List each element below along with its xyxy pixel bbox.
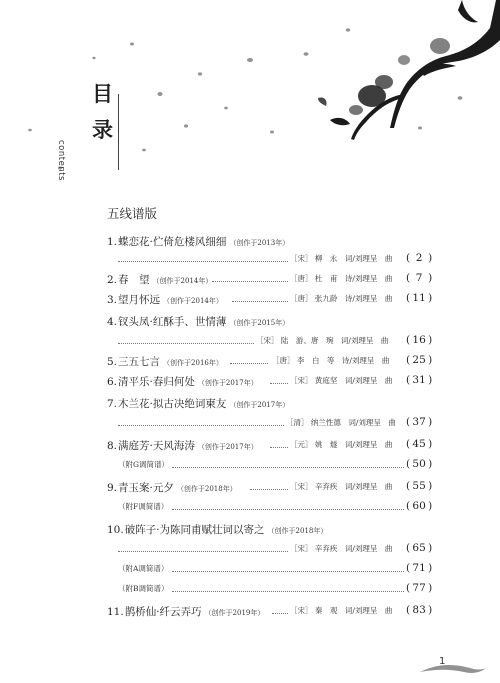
entry-page: ( 55 ) <box>406 480 433 492</box>
entry-number: 1. <box>107 236 118 248</box>
dot-leader <box>230 363 268 364</box>
dot-leader <box>212 281 288 282</box>
dot-leader <box>272 613 288 614</box>
entry-credit: ［唐］ 杜 甫 诗/刘理呈 曲 <box>290 274 393 283</box>
toc-entry-line[interactable] <box>0 292 500 306</box>
toc-entry-title-row[interactable] <box>0 234 500 248</box>
entry-page: ( 77 ) <box>406 582 433 594</box>
dot-leader <box>172 467 404 468</box>
entry-note: （创作于2014年） <box>163 297 223 305</box>
dot-leader <box>172 571 404 572</box>
entry-number: 11. <box>107 606 124 618</box>
section-title: 五线谱版 <box>107 206 158 221</box>
title-char-mu: 目 <box>92 82 113 106</box>
entry-title: 三五七言 <box>118 356 161 368</box>
dot-leader <box>118 343 254 344</box>
entry-title: 木兰花·拟古决绝词柬友 <box>118 398 227 410</box>
dot-leader <box>118 261 288 262</box>
entry-credit: ［宋］ 辛弃疾 词/刘理呈 曲 <box>290 482 393 491</box>
entry-number: 8. <box>107 440 118 452</box>
toc-entry-line[interactable] <box>0 252 500 266</box>
entry-number: 6. <box>107 376 118 388</box>
entry-note: （创作于2017年） <box>197 379 258 387</box>
toc-entry-title-row[interactable] <box>0 314 500 328</box>
title-char-lu: 录 <box>92 118 113 142</box>
toc-subentry-line[interactable] <box>0 458 500 472</box>
toc-entry-line[interactable] <box>0 438 500 452</box>
toc-entry-title-row[interactable] <box>0 396 500 410</box>
entry-title: 破阵子·为陈同甫赋壮词以寄之 <box>124 524 265 536</box>
entry-credit: ［宋］ 柳 永 词/刘理呈 曲 <box>290 254 393 263</box>
dot-leader <box>118 551 288 552</box>
page-number-swoosh <box>418 660 488 676</box>
dot-leader <box>250 489 288 490</box>
entry-page: ( 2 ) <box>406 252 433 264</box>
entry-title: 满庭芳·天风海涛 <box>118 440 195 452</box>
entry-note: （创作于2019年） <box>204 609 265 617</box>
entry-number: 10. <box>107 524 124 536</box>
entry-number: 3. <box>107 294 118 306</box>
entry-page: ( 71 ) <box>406 562 433 574</box>
entry-page: ( 45 ) <box>406 438 433 450</box>
toc-entry-line[interactable] <box>0 480 500 494</box>
entry-number: 4. <box>107 316 118 328</box>
entry-title: 青玉案·元夕 <box>118 482 174 494</box>
dot-leader <box>172 509 404 510</box>
entry-page: ( 25 ) <box>406 354 433 366</box>
entry-credit: ［宋］ 辛弃疾 词/刘理呈 曲 <box>290 544 393 553</box>
title-vertical-rule <box>118 94 119 170</box>
entry-note: （创作于2017年） <box>229 401 290 409</box>
entry-credit: ［唐］ 张九龄 诗/刘理呈 曲 <box>290 294 393 303</box>
toc-entry-line[interactable] <box>0 416 500 430</box>
entry-credit: ［宋］ 秦 观 词/刘理呈 曲 <box>290 606 393 615</box>
entry-credit: ［元］ 姚 燧 词/刘理呈 曲 <box>290 440 393 449</box>
toc-entry-line[interactable] <box>0 334 500 348</box>
dot-leader <box>270 447 288 448</box>
toc-subentry-line[interactable] <box>0 582 500 596</box>
entry-page: ( 83 ) <box>406 604 433 616</box>
entry-title: 钗头凤·红酥手、世情薄 <box>118 316 227 328</box>
entry-number: 9. <box>107 482 118 494</box>
toc-entry-line[interactable] <box>0 354 500 368</box>
entry-number: 7. <box>107 398 118 410</box>
entry-title: 鹊桥仙·纤云弄巧 <box>124 606 202 618</box>
dot-leader <box>118 425 284 426</box>
entry-page: ( 11 ) <box>406 292 433 304</box>
entry-page: ( 65 ) <box>406 542 433 554</box>
entry-note: （创作于2013年） <box>229 239 290 247</box>
entry-credit: ［宋］ 陆 游、唐 琬 词/刘理呈 曲 <box>256 336 389 345</box>
entry-title: 蝶恋花·伫倚危楼风细细 <box>118 236 227 248</box>
toc-entry-title-row[interactable] <box>0 522 500 536</box>
entry-title: 春 望 <box>118 274 150 286</box>
toc-entry-line[interactable] <box>0 374 500 388</box>
entry-note: （创作于2014年） <box>152 277 213 285</box>
contents-english-label: contents <box>56 140 66 181</box>
toc-subentry-line[interactable] <box>0 500 500 514</box>
toc-entry-line[interactable] <box>0 272 500 286</box>
entry-credit: ［宋］ 黄庭坚 词/刘理呈 曲 <box>290 376 393 385</box>
entry-page: ( 16 ) <box>406 334 433 346</box>
subentry-label: （附A调简谱） <box>118 564 169 573</box>
entry-credit: ［清］ 纳兰性德 词/刘理呈 曲 <box>286 418 396 427</box>
subentry-label: （附B调简谱） <box>118 584 169 593</box>
entry-page: ( 37 ) <box>406 416 433 428</box>
entry-note: （创作于2016年） <box>163 359 223 367</box>
page-number: 1 <box>439 656 446 667</box>
entry-number: 5. <box>107 356 118 368</box>
entry-title: 望月怀远 <box>118 294 161 306</box>
dot-leader <box>172 591 404 592</box>
entry-page: ( 60 ) <box>406 500 433 512</box>
entry-credit: ［唐］ 李 白 等 诗/刘理呈 曲 <box>272 356 390 365</box>
entry-number: 2. <box>107 274 118 286</box>
dot-leader <box>270 383 288 384</box>
entry-page: ( 31 ) <box>406 374 433 386</box>
subentry-label: （附G调简谱） <box>118 460 169 469</box>
entry-title: 清平乐·春归何处 <box>118 376 195 388</box>
entry-note: （创作于2018年） <box>267 527 328 535</box>
dot-leader <box>232 301 288 302</box>
ink-branch-decoration <box>0 0 500 200</box>
toc-entry-line[interactable] <box>0 542 500 556</box>
toc-subentry-line[interactable] <box>0 562 500 576</box>
entry-note: （创作于2018年） <box>176 485 237 493</box>
entry-note: （创作于2015年） <box>229 319 290 327</box>
entry-page: ( 7 ) <box>406 272 433 284</box>
toc-entry-line[interactable] <box>0 604 500 618</box>
entry-page: ( 50 ) <box>406 458 433 470</box>
entry-note: （创作于2017年） <box>197 443 258 451</box>
subentry-label: （附F调简谱） <box>118 502 169 511</box>
